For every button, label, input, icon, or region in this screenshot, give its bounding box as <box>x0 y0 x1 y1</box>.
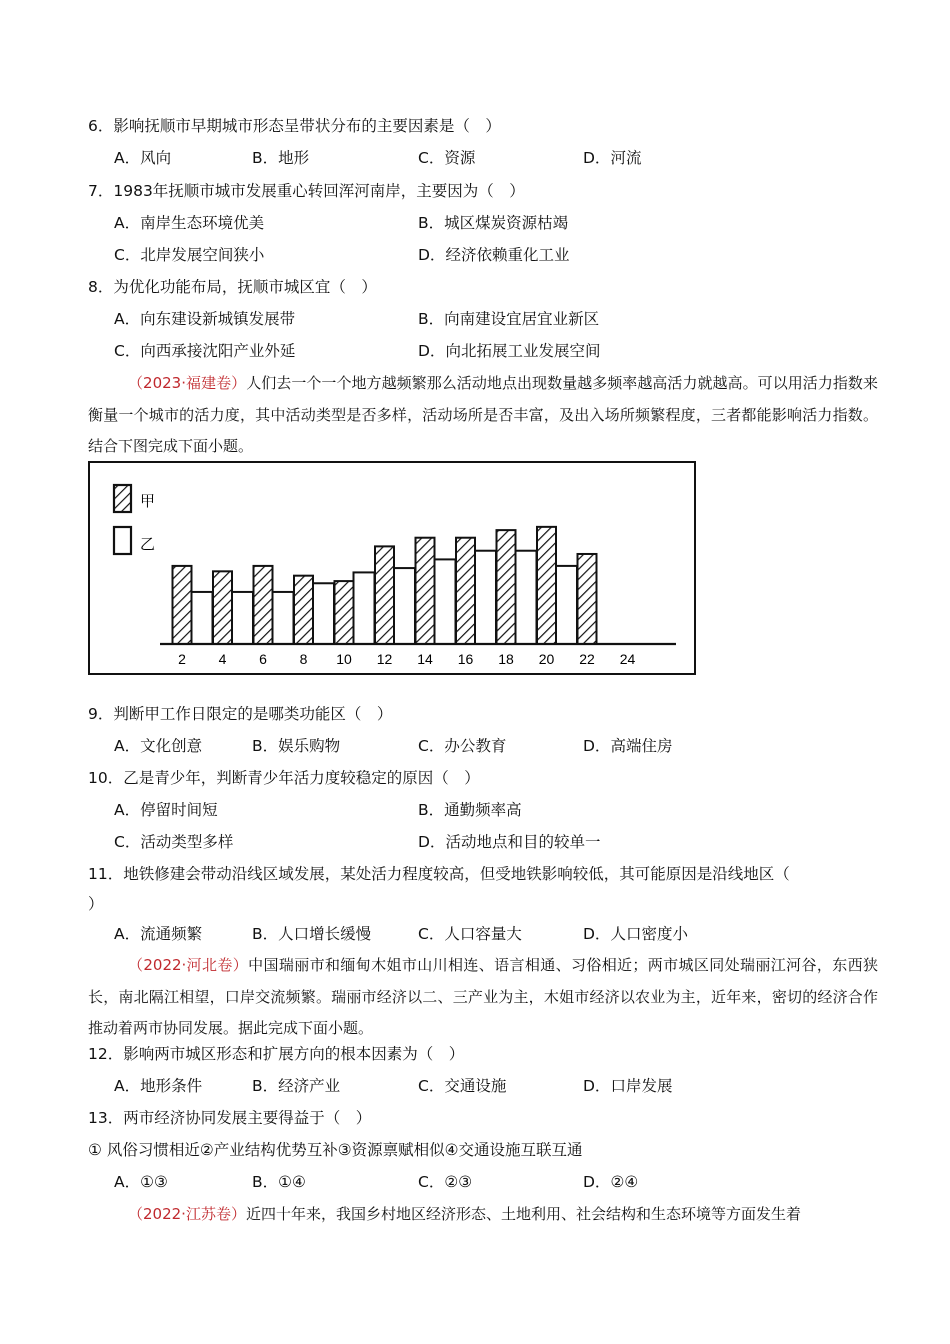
q10-option-b[interactable] <box>418 800 522 820</box>
option-text: 文化创意 <box>140 737 203 755</box>
bar-yi-18 <box>516 551 537 644</box>
option-letter: D． <box>418 342 446 360</box>
q9-stem: 9．判断甲工作日限定的是哪类功能区（ ） <box>88 705 393 723</box>
q10-stem: 10．乙是青少年，判断青少年活力度较稳定的原因（ ） <box>88 769 480 787</box>
option-text: ②③ <box>444 1173 473 1191</box>
option-letter: B． <box>418 801 445 819</box>
option-text: 河流 <box>610 149 642 167</box>
passage-fujian <box>88 368 878 463</box>
bar-jia-12 <box>375 546 394 644</box>
q12-option-a[interactable] <box>114 1076 202 1096</box>
x-tick-label: 24 <box>619 651 636 667</box>
q12-option-b[interactable] <box>252 1076 340 1096</box>
q11-stem-continued: ） <box>88 895 104 913</box>
option-letter: A． <box>114 925 141 943</box>
x-tick-label: 8 <box>299 651 308 667</box>
q11-option-a[interactable] <box>114 924 202 944</box>
q7-option-a[interactable] <box>114 213 264 233</box>
option-letter: A． <box>114 310 141 328</box>
option-letter: C． <box>114 833 141 851</box>
option-text: 人口容量大 <box>444 925 522 943</box>
passage-text: 中国瑞丽市和缅甸木姐市山川相连、语言相通、习俗相近；两市城区同处瑞丽江河谷，东西狭长，南北隔江相望，口岸交流频繁。瑞丽市经济以二、三产业为主，木姐市经济以农业为主，近年来，密切的经济合作推动着两市协同发展。据此完成下面小题。 <box>88 956 878 1037</box>
option-text: 向东建设新城镇发展带 <box>140 310 296 328</box>
x-tick-label: 20 <box>538 651 555 667</box>
option-text: 地形条件 <box>140 1077 203 1095</box>
option-letter: A． <box>114 1077 141 1095</box>
option-text: 口岸发展 <box>610 1077 673 1095</box>
q6-option-c[interactable] <box>418 148 475 168</box>
q9-option-b[interactable] <box>252 736 340 756</box>
q13-option-b[interactable] <box>252 1172 306 1192</box>
option-letter: A． <box>114 149 141 167</box>
passage-hebei <box>88 950 878 1045</box>
bar-jia-22 <box>578 554 597 644</box>
option-text: 娱乐购物 <box>278 737 341 755</box>
activity-chart-svg <box>90 463 694 673</box>
bar-yi-20 <box>556 566 577 644</box>
option-letter: C． <box>114 342 141 360</box>
bar-yi-2 <box>192 592 213 644</box>
option-text: 经济依赖重化工业 <box>445 246 570 264</box>
option-letter: A． <box>114 1173 141 1191</box>
bar-yi-14 <box>435 559 456 644</box>
q7-option-c[interactable] <box>114 245 264 265</box>
option-letter: D． <box>583 925 611 943</box>
option-text: 办公教育 <box>444 737 507 755</box>
q7-option-d[interactable] <box>418 245 569 265</box>
option-text: 活动类型多样 <box>140 833 234 851</box>
option-text: 南岸生态环境优美 <box>140 214 265 232</box>
option-letter: B． <box>252 1077 279 1095</box>
option-text: 北岸发展空间狭小 <box>140 246 265 264</box>
option-letter: B． <box>252 737 279 755</box>
option-text: 活动地点和目的较单一 <box>445 833 601 851</box>
q7-stem: 7．1983年抚顺市城市发展重心转回浑河南岸，主要因为（ ） <box>88 182 525 200</box>
option-letter: A． <box>114 214 141 232</box>
option-letter: A． <box>114 801 141 819</box>
option-letter: B． <box>252 149 279 167</box>
q8-option-b[interactable] <box>418 309 599 329</box>
option-text: 资源 <box>444 149 476 167</box>
option-text: 人口增长缓慢 <box>278 925 372 943</box>
bar-jia-10 <box>335 581 354 644</box>
q13-option-d[interactable] <box>583 1172 638 1192</box>
option-text: ①③ <box>140 1173 168 1191</box>
option-letter: B． <box>418 214 445 232</box>
x-tick-label: 2 <box>178 651 186 667</box>
passage-source: （2023·福建卷） <box>128 374 247 392</box>
q13-items: ① 风俗习惯相近②产业结构优势互补③资源禀赋相似④交通设施互联互通 <box>88 1141 583 1159</box>
q11-stem: 11．地铁修建会带动沿线区域发展，某处活力程度较高，但受地铁影响较低，其可能原因是沿线地区（ <box>88 865 790 883</box>
option-text: 向北拓展工业发展空间 <box>445 342 601 360</box>
option-text: 人口密度小 <box>610 925 688 943</box>
option-text: ①④ <box>278 1173 306 1191</box>
option-text: 风向 <box>140 149 172 167</box>
q8-stem: 8．为优化功能布局，抚顺市城区宜（ ） <box>88 278 377 296</box>
q9-option-c[interactable] <box>418 736 506 756</box>
option-letter: C． <box>418 925 445 943</box>
bar-yi-16 <box>475 551 496 644</box>
q7-option-b[interactable] <box>418 213 568 233</box>
option-text: 向西承接沈阳产业外延 <box>140 342 296 360</box>
option-letter: C． <box>418 1077 445 1095</box>
legend-label-jia: 甲 <box>140 492 156 510</box>
option-text: 地形 <box>278 149 310 167</box>
q6-stem: 6．影响抚顺市早期城市形态呈带状分布的主要因素是（ ） <box>88 117 501 135</box>
option-letter: C． <box>418 1173 445 1191</box>
option-letter: D． <box>583 1077 611 1095</box>
bar-yi-6 <box>273 592 294 644</box>
bar-yi-4 <box>232 592 253 644</box>
x-tick-label: 16 <box>457 651 474 667</box>
q6-option-a[interactable] <box>114 148 171 168</box>
legend-swatch-yi <box>114 527 131 554</box>
bar-yi-10 <box>354 572 375 644</box>
q11-option-d[interactable] <box>583 924 688 944</box>
option-text: 停留时间短 <box>140 801 218 819</box>
q6-option-b[interactable] <box>252 148 309 168</box>
option-letter: B． <box>418 310 445 328</box>
q12-option-c[interactable] <box>418 1076 506 1096</box>
option-letter: D． <box>583 1173 611 1191</box>
x-tick-label: 18 <box>498 651 514 667</box>
option-letter: A． <box>114 737 141 755</box>
q11-option-c[interactable] <box>418 924 522 944</box>
passage-source: （2022·河北卷） <box>128 956 249 974</box>
q13-stem: 13．两市经济协同发展主要得益于（ ） <box>88 1109 372 1127</box>
x-tick-label: 6 <box>259 651 267 667</box>
option-letter: D． <box>583 149 611 167</box>
option-letter: C． <box>114 246 141 264</box>
option-letter: B． <box>252 925 279 943</box>
chart-legend <box>114 485 155 554</box>
q9-option-a[interactable] <box>114 736 202 756</box>
q10-option-c[interactable] <box>114 832 233 852</box>
q6-option-d[interactable] <box>583 148 641 168</box>
option-letter: D． <box>418 246 446 264</box>
passage-source: （2022·江苏卷） <box>128 1205 246 1223</box>
x-tick-label: 10 <box>336 651 352 667</box>
option-text: 向南建设宜居宜业新区 <box>444 310 600 328</box>
bar-yi-12 <box>394 568 415 644</box>
q9-option-d[interactable] <box>583 736 672 756</box>
q8-option-d[interactable] <box>418 341 600 361</box>
option-text: 交通设施 <box>444 1077 507 1095</box>
bar-jia-20 <box>537 527 556 644</box>
bar-jia-14 <box>416 538 435 644</box>
passage-jiangsu <box>88 1199 878 1233</box>
x-tick-label: 14 <box>417 651 433 667</box>
q13-option-c[interactable] <box>418 1172 472 1192</box>
q10-option-d[interactable] <box>418 832 600 852</box>
passage-text: 人们去一个一个地方越频繁那么活动地点出现数量越多频率越高活力就越高。可以用活力指数来衡量一个城市的活力度，其中活动类型是否多样，活动场所是否丰富，及出入场所频繁程度，三者都能影响活力指数。结合下图完成下面小题。 <box>88 374 878 455</box>
bar-jia-16 <box>456 538 475 644</box>
q12-option-d[interactable] <box>583 1076 672 1096</box>
q11-option-b[interactable] <box>252 924 371 944</box>
option-text: 通勤频率高 <box>444 801 522 819</box>
passage-text: 近四十年来，我国乡村地区经济形态、土地利用、社会结构和生态环境等方面发生着 <box>245 1205 801 1223</box>
legend-swatch-jia <box>114 485 131 512</box>
bar-yi-8 <box>313 583 334 644</box>
option-text: ②④ <box>610 1173 639 1191</box>
option-text: 城区煤炭资源枯竭 <box>444 214 569 232</box>
bar-jia-8 <box>294 576 313 644</box>
bar-jia-6 <box>254 566 273 644</box>
q8-option-c[interactable] <box>114 341 295 361</box>
x-tick-label: 12 <box>376 651 393 667</box>
option-letter: B． <box>252 1173 279 1191</box>
option-letter: C． <box>418 737 445 755</box>
q10-option-a[interactable] <box>114 800 218 820</box>
activity-chart <box>88 461 696 675</box>
bar-jia-18 <box>497 530 516 644</box>
q12-stem: 12．影响两市城区形态和扩展方向的根本因素为（ ） <box>88 1045 465 1063</box>
option-letter: C． <box>418 149 445 167</box>
q13-option-a[interactable] <box>114 1172 168 1192</box>
q8-option-a[interactable] <box>114 309 295 329</box>
option-text: 经济产业 <box>278 1077 341 1095</box>
option-text: 高端住房 <box>610 737 673 755</box>
legend-label-yi: 乙 <box>140 535 156 553</box>
bar-jia-4 <box>213 571 232 644</box>
bar-jia-2 <box>173 566 192 644</box>
option-letter: D． <box>583 737 611 755</box>
x-tick-label: 22 <box>579 651 595 667</box>
option-text: 流通频繁 <box>140 925 203 943</box>
option-letter: D． <box>418 833 446 851</box>
x-tick-label: 4 <box>218 651 227 667</box>
